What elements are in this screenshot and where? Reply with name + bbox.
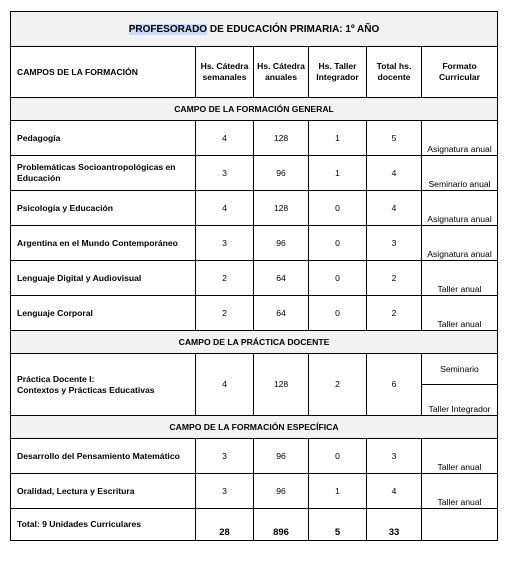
- cell-formato: Asignatura anual: [422, 191, 498, 226]
- cell-name: Lenguaje Digital y Audiovisual: [11, 261, 196, 296]
- cell-formato: Taller anual: [422, 439, 498, 474]
- cell-name: Problemáticas Socioantropológicas en Educación: [11, 156, 196, 191]
- header-hs-anuales: Hs. Cátedra anuales: [254, 47, 309, 98]
- header-row: [11, 47, 498, 98]
- title-highlight: PROFESORADO: [128, 23, 208, 35]
- section-general: CAMPO DE LA FORMACIÓN GENERAL: [11, 98, 498, 121]
- table-row: [11, 439, 498, 474]
- cell-taller: 0: [309, 296, 367, 331]
- cell-taller: 0: [309, 191, 367, 226]
- cell-total: 3: [367, 226, 422, 261]
- cell-taller: 1: [309, 121, 367, 156]
- cell-anual: 64: [254, 296, 309, 331]
- table-row: [11, 156, 498, 191]
- cell-sem: 4: [196, 121, 254, 156]
- cell-anual: 128: [254, 121, 309, 156]
- table-row: [11, 226, 498, 261]
- cell-formato: Taller anual: [422, 261, 498, 296]
- total-sem: 28: [196, 509, 254, 541]
- cell-formato: Asignatura anual: [422, 121, 498, 156]
- header-campos: CAMPOS DE LA FORMACIÓN: [11, 47, 196, 98]
- cell-formato-seminario: Seminario: [422, 354, 498, 385]
- table-row: [11, 261, 498, 296]
- table-row: [11, 474, 498, 509]
- table-row: [11, 191, 498, 226]
- cell-formato: Taller anual: [422, 296, 498, 331]
- cell-total: 3: [367, 439, 422, 474]
- cell-anual: 64: [254, 261, 309, 296]
- cell-formato-taller: Taller Integrador: [422, 385, 498, 416]
- cell-name: Lenguaje Corporal: [11, 296, 196, 331]
- cell-total: 2: [367, 261, 422, 296]
- cell-anual: 96: [254, 439, 309, 474]
- table-row: [11, 354, 498, 385]
- cell-sem: 3: [196, 439, 254, 474]
- cell-total: 6: [367, 354, 422, 416]
- total-anual: 896: [254, 509, 309, 541]
- cell-name: [11, 354, 196, 416]
- cell-taller: 0: [309, 439, 367, 474]
- cell-anual: 128: [254, 354, 309, 416]
- curriculum-table: [10, 11, 498, 541]
- cell-anual: 96: [254, 226, 309, 261]
- total-total: 33: [367, 509, 422, 541]
- header-formato: Formato Curricular: [422, 47, 498, 98]
- cell-total: 2: [367, 296, 422, 331]
- cell-name: Desarrollo del Pensamiento Matemático: [11, 439, 196, 474]
- cell-name: Oralidad, Lectura y Escritura: [11, 474, 196, 509]
- title-row: [11, 12, 498, 47]
- header-hs-taller: Hs. Taller Integrador: [309, 47, 367, 98]
- cell-formato: Taller anual: [422, 474, 498, 509]
- cell-taller: 0: [309, 261, 367, 296]
- cell-name: Argentina en el Mundo Contemporáneo: [11, 226, 196, 261]
- cell-name: Psicología y Educación: [11, 191, 196, 226]
- section-practica-row: [11, 331, 498, 354]
- section-general-row: [11, 98, 498, 121]
- cell-anual: 128: [254, 191, 309, 226]
- section-practica: CAMPO DE LA PRÁCTICA DOCENTE: [11, 331, 498, 354]
- total-label: Total: 9 Unidades Curriculares: [11, 509, 196, 541]
- cell-total: 4: [367, 474, 422, 509]
- cell-formato: Seminario anual: [422, 156, 498, 191]
- cell-taller: 0: [309, 226, 367, 261]
- total-taller: 5: [309, 509, 367, 541]
- practica-name-line1: Práctica Docente I:: [17, 373, 95, 384]
- table-row: [11, 121, 498, 156]
- cell-sem: 4: [196, 191, 254, 226]
- total-row: [11, 509, 498, 541]
- cell-name: Pedagogía: [11, 121, 196, 156]
- cell-sem: 2: [196, 296, 254, 331]
- header-total-hs: Total hs. docente: [367, 47, 422, 98]
- header-hs-semanales: Hs. Cátedra semanales: [196, 47, 254, 98]
- cell-anual: 96: [254, 156, 309, 191]
- table-title: [11, 12, 498, 47]
- cell-sem: 4: [196, 354, 254, 416]
- cell-taller: 1: [309, 156, 367, 191]
- cell-sem: 2: [196, 261, 254, 296]
- practica-name-line2: Contextos y Prácticas Educativas: [17, 384, 155, 395]
- cell-formato: Asignatura anual: [422, 226, 498, 261]
- cell-anual: 96: [254, 474, 309, 509]
- cell-taller: 2: [309, 354, 367, 416]
- cell-sem: 3: [196, 226, 254, 261]
- cell-sem: 3: [196, 474, 254, 509]
- title-rest: DE EDUCACIÓN PRIMARIA: 1º AÑO: [207, 23, 380, 35]
- section-especifica-row: [11, 416, 498, 439]
- cell-total: 5: [367, 121, 422, 156]
- total-formato-empty: [422, 509, 498, 541]
- section-especifica: CAMPO DE LA FORMACIÓN ESPECÍFICA: [11, 416, 498, 439]
- cell-sem: 3: [196, 156, 254, 191]
- cell-total: 4: [367, 191, 422, 226]
- table-row: [11, 296, 498, 331]
- cell-taller: 1: [309, 474, 367, 509]
- cell-total: 4: [367, 156, 422, 191]
